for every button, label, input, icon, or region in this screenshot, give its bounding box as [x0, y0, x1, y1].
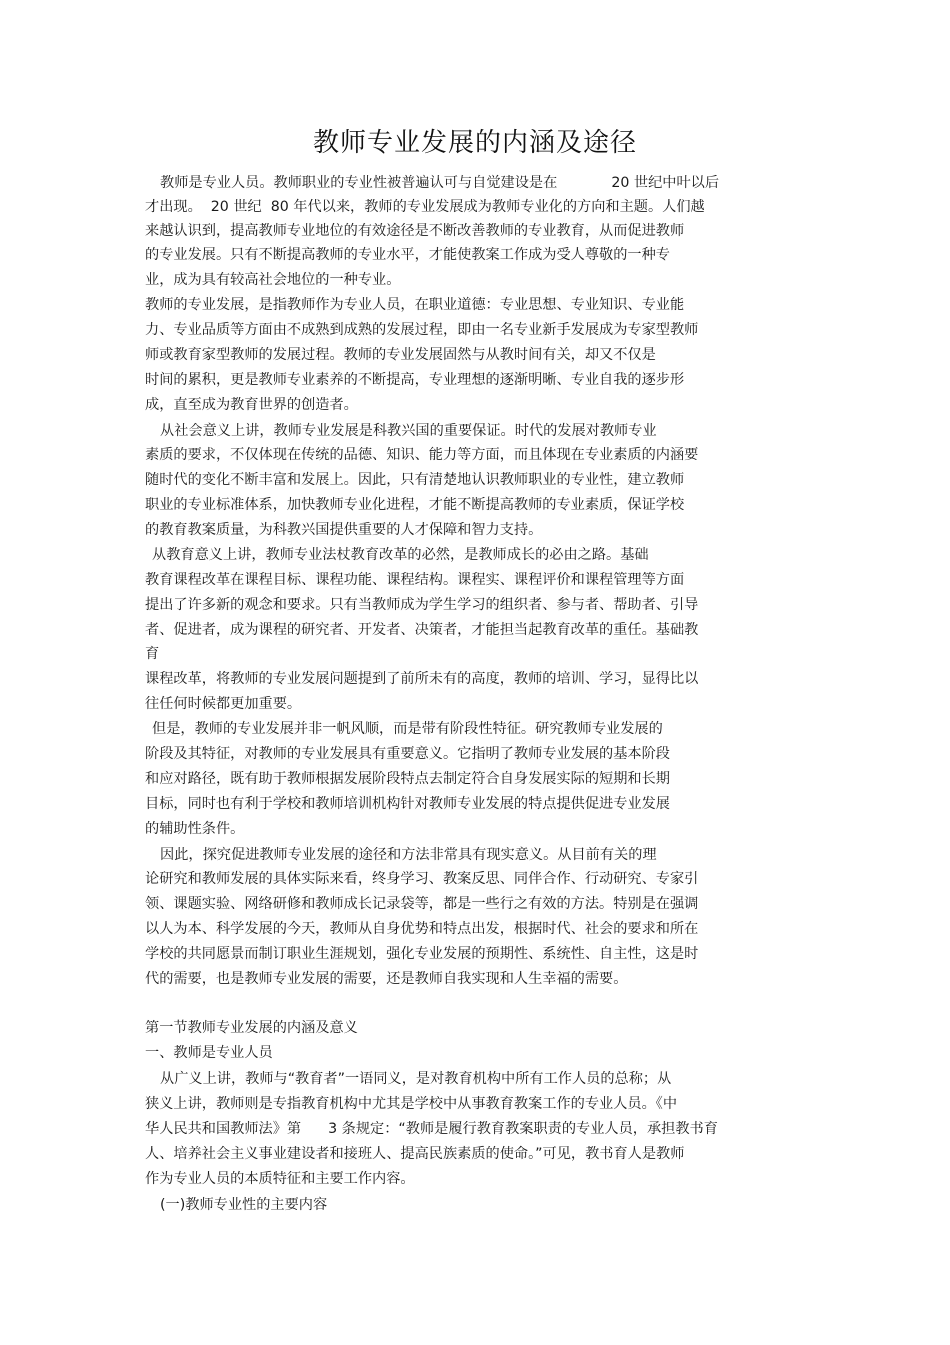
section-heading: 第一节教师专业发展的内涵及意义 — [145, 1020, 358, 1036]
text-line: 目标，同时也有利于学校和教师培训机构针对教师专业发展的特点提供促进专业发展 — [145, 796, 670, 812]
text-line: 往任何时候都更加重要。 — [145, 696, 302, 712]
text-line: 论研究和教师发展的具体实际来看，终身学习、教案反思、同伴合作、行动研究、专家引 — [145, 871, 699, 887]
text-line: 师或教育家型教师的发展过程。教师的专业发展固然与从教时间有关，却又不仅是 — [145, 347, 656, 363]
text-line: 随时代的变化不断丰富和发展上。因此，只有清楚地认识教师职业的专业性，建立教师 — [145, 472, 685, 488]
text-line: 职业的专业标准体系，加快教师专业化进程，才能不断提高教师的专业素质，保证学校 — [145, 497, 685, 513]
text-line: 人、培养社会主义事业建设者和接班人、提高民族素质的使命。”可见，教书育人是教师 — [145, 1146, 685, 1162]
text-line: 作为专业人员的本质特征和主要工作内容。 — [145, 1171, 415, 1187]
text-line: 的教育教案质量，为科教兴国提供重要的人才保障和智力支持。 — [145, 522, 543, 538]
subsection-heading: (一)教师专业性的主要内容 — [160, 1197, 328, 1213]
text-line: 成，直至成为教育世界的创造者。 — [145, 397, 358, 413]
text-line: 业，成为具有较高社会地位的一种专业。 — [145, 272, 401, 288]
text-line: 从教育意义上讲，教师专业法杖教育改革的必然，是教师成长的必由之路。基础 — [152, 547, 649, 563]
text-line: 者、促进者，成为课程的研究者、开发者、决策者，才能担当起教育改革的重任。基础教 — [145, 622, 699, 638]
text-line: 但是，教师的专业发展并非一帆风顺，而是带有阶段性特征。研究教师专业发展的 — [152, 721, 663, 737]
text-line: 教师的专业发展，是指教师作为专业人员，在职业道德：专业思想、专业知识、专业能 — [145, 297, 685, 313]
text-line: 从社会意义上讲，教师专业发展是科教兴国的重要保证。时代的发展对教师专业 — [160, 423, 657, 439]
text-line: 的辅助性条件。 — [145, 821, 245, 837]
text-line: 来越认识到，提高教师专业地位的有效途径是不断改善教师的专业教育，从而促进教师 — [145, 223, 685, 239]
document-title: 教师专业发展的内涵及途径 — [312, 128, 637, 158]
text-line: 素质的要求，不仅体现在传统的品德、知识、能力等方面，而且体现在专业素质的内涵要 — [145, 447, 699, 463]
text-line: 代的需要，也是教师专业发展的需要，还是教师自我实现和人生幸福的需要。 — [145, 971, 628, 987]
text-line: 提出了许多新的观念和要求。只有当教师成为学生学习的组织者、参与者、帮助者、引导 — [145, 597, 699, 613]
text-line: 课程改革，将教师的专业发展问题提到了前所未有的高度，教师的培训、学习，显得比以 — [145, 671, 699, 687]
subsection-heading: 一、教师是专业人员 — [145, 1045, 273, 1061]
text-line: 华人民共和国教师法》第 3 条规定：“教师是履行教育教案职责的专业人员，承担教书育 — [145, 1121, 718, 1137]
text-line: 教育课程改革在课程目标、课程功能、课程结构。课程实、课程评价和课程管理等方面 — [145, 572, 685, 588]
text-line: 时间的累积，更是教师专业素养的不断提高，专业理想的逐渐明晰、专业自我的逐步形 — [145, 372, 685, 388]
text-line: 和应对路径，既有助于教师根据发展阶段特点去制定符合自身发展实际的短期和长期 — [145, 771, 670, 787]
text-line: 才出现。 20 世纪 80 年代以来，教师的专业发展成为教师专业化的方向和主题。人们越 — [145, 199, 705, 215]
text-line: 因此，探究促进教师专业发展的途径和方法非常具有现实意义。从目前有关的理 — [160, 847, 657, 863]
text-line: 阶段及其特征，对教师的专业发展具有重要意义。它指明了教师专业发展的基本阶段 — [145, 746, 670, 762]
text-line: 的专业发展。只有不断提高教师的专业水平，才能使教案工作成为受人尊敬的一种专 — [145, 247, 670, 263]
text-line: 力、专业品质等方面由不成熟到成熟的发展过程，即由一名专业新手发展成为专家型教师 — [145, 322, 699, 338]
text-line: 狭义上讲，教师则是专指教育机构中尤其是学校中从事教育教案工作的专业人员。《中 — [145, 1096, 678, 1112]
text-line: 从广义上讲，教师与“教育者”一语同义，是对教育机构中所有工作人员的总称；从 — [160, 1071, 672, 1087]
text-line: 学校的共同愿景而制订职业生涯规划，强化专业发展的预期性、系统性、自主性，这是时 — [145, 946, 699, 962]
text-line: 领、课题实验、网络研修和教师成长记录袋等，都是一些行之有效的方法。特别是在强调 — [145, 896, 699, 912]
text-line: 育 — [145, 646, 160, 662]
text-line: 教师是专业人员。教师职业的专业性被普遍认可与自觉建设是在 20 世纪中叶以后 — [160, 175, 720, 191]
text-line: 以人为本、科学发展的今天，教师从自身优势和特点出发，根据时代、社会的要求和所在 — [145, 921, 699, 937]
